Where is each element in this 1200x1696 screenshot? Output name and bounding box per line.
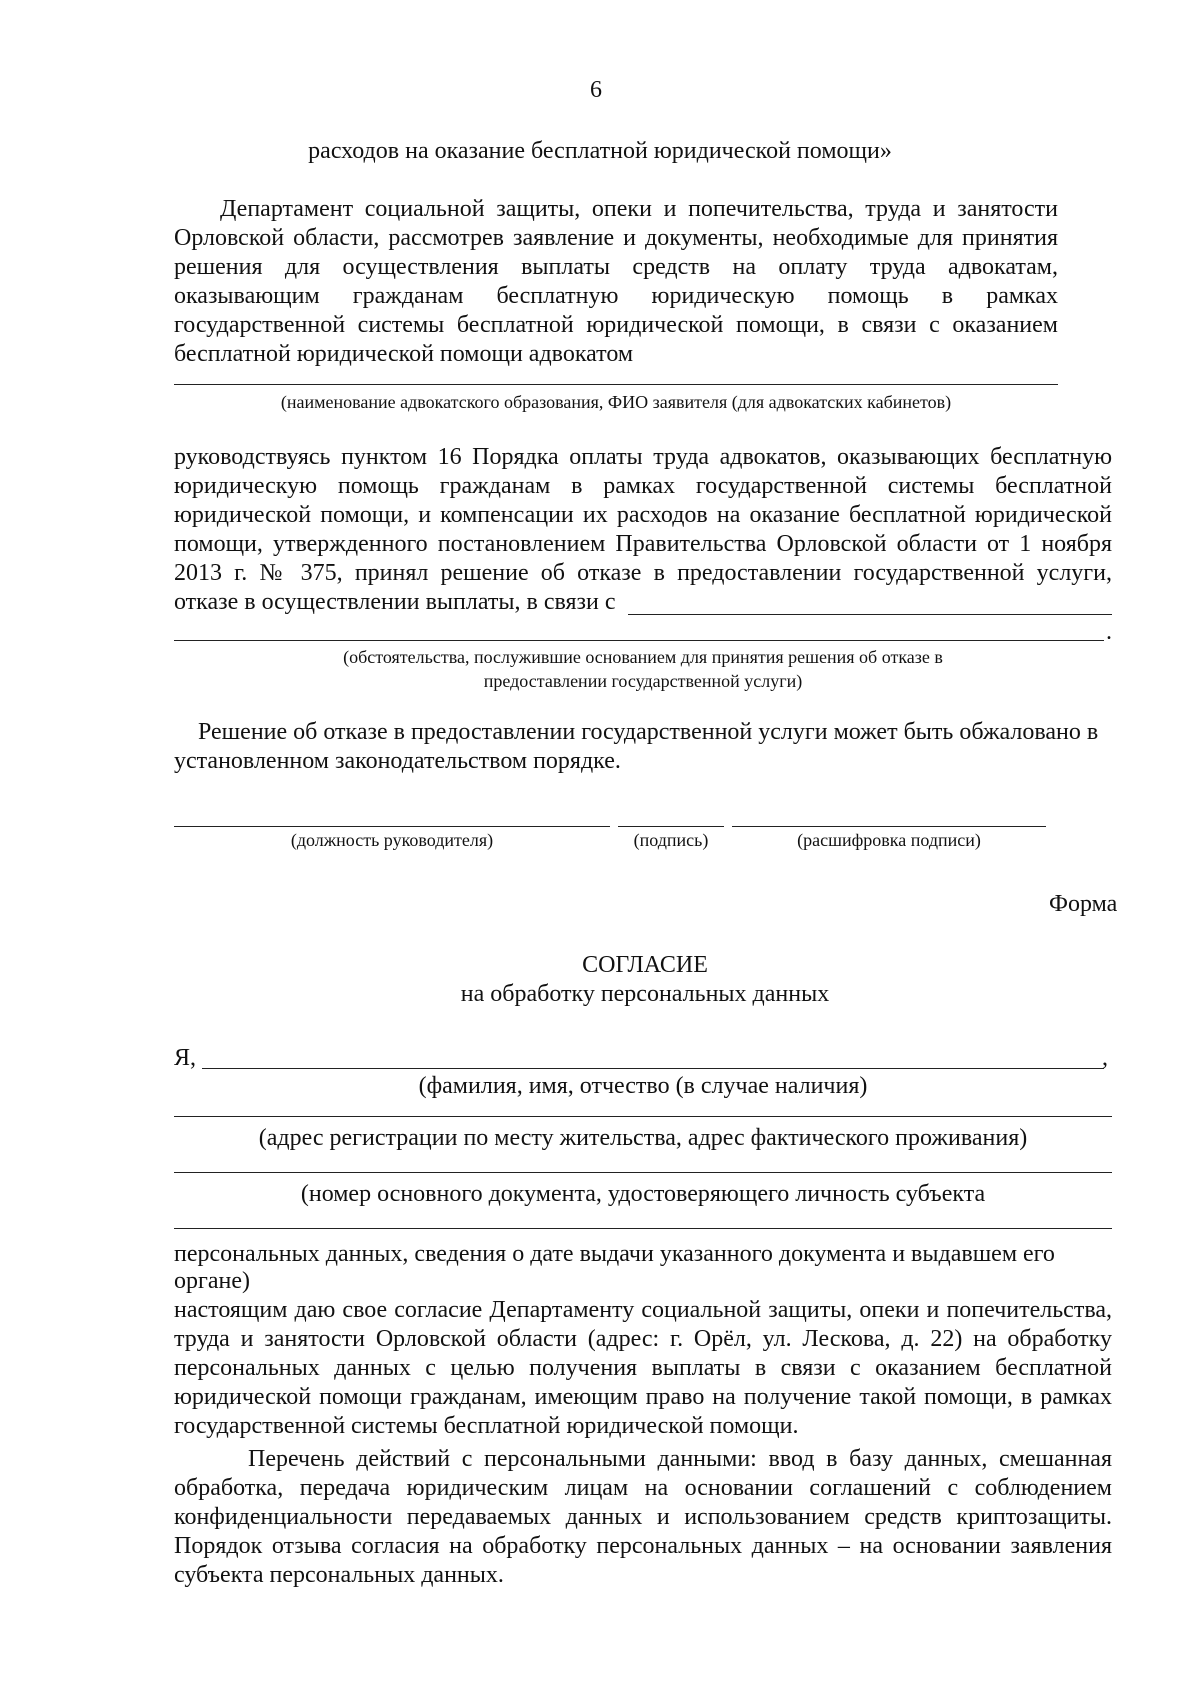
decision-intro-line-2: Орловской области, рассмотрев заявление и документы, необходимые для принятия	[174, 225, 1058, 251]
consent-title: СОГЛАСИЕ	[582, 952, 708, 978]
consent-actions-line-1: Перечень действий с персональными данными: ввод в базу данных, смешанная	[248, 1446, 1112, 1472]
consent-actions-line-4: Порядок отзыва согласия на обработку персональных данных – на основании заявления	[174, 1533, 1112, 1559]
decision-intro-line-6: бесплатной юридической помощи адвокатом	[174, 341, 634, 367]
basis-line-5: 2013 г. № 375, принял решение об отказе в предоставлении государственной услуги,	[174, 560, 1112, 586]
reason-field-line-1	[628, 614, 1112, 615]
fio-caption: (фамилия, имя, отчество (в случае наличия)	[418, 1073, 868, 1099]
reason-caption-line-2: предоставлении государственной услуги)	[483, 671, 803, 691]
address-field-line	[174, 1116, 1112, 1117]
consent-body-line-2: труда и занятости Орловской области (адрес: г. Орёл, ул. Лескова, д. 22) на обработку	[174, 1326, 1112, 1352]
position-caption: (должность руководителя)	[290, 830, 494, 850]
signature-caption: (подпись)	[633, 830, 709, 850]
basis-line-3: юридической помощи, и компенсации их расходов на оказание бесплатной юридической	[174, 502, 1112, 528]
fio-field-comma: ,	[1102, 1045, 1108, 1071]
appeal-line-1: Решение об отказе в предоставлении государственной услуги может быть обжаловано в	[198, 719, 1099, 745]
appeal-line-2: установленном законодательством порядке.	[174, 748, 621, 774]
consent-actions-line-2: обработка, передача юридическим лицам на основании соглашений с соблюдением	[174, 1475, 1112, 1501]
consent-body-last-line: государственной системы бесплатной юридической помощи.	[174, 1413, 799, 1439]
document-caption-cont-1: персональных данных, сведения о дате выдачи указанного документа и выдавшем его	[174, 1241, 1055, 1267]
consent-actions-line-3: конфиденциальности передаваемых данных и использованием средств криптозащиты.	[174, 1504, 1112, 1530]
lawyer-name-field-line	[174, 384, 1058, 385]
consent-i-label: Я,	[174, 1045, 197, 1071]
basis-line-4: помощи, утвержденного постановлением Правительства Орловской области от 1 ноября	[174, 531, 1112, 557]
document-details-field-line	[174, 1228, 1112, 1229]
basis-line-1: руководствуясь пунктом 16 Порядка оплаты труда адвокатов, оказывающих бесплатную	[174, 444, 1112, 470]
document-caption-cont-2: органе)	[174, 1268, 250, 1294]
header-continuation: расходов на оказание бесплатной юридической помощи»	[308, 138, 892, 164]
page-number: 6	[590, 77, 602, 103]
signature-decoding-field-line	[732, 826, 1046, 827]
reason-end-period: .	[1106, 619, 1112, 645]
consent-actions-last-line: субъекта персональных данных.	[174, 1562, 504, 1588]
signature-field-line	[618, 826, 724, 827]
decision-intro-line-1: Департамент социальной защиты, опеки и попечительства, труда и занятости	[220, 196, 1058, 222]
lawyer-name-caption: (наименование адвокатского образования, ФИО заявителя (для адвокатских кабинетов)	[280, 392, 952, 412]
decision-intro-line-3: решения для осуществления выплаты средств на оплату труда адвокатам,	[174, 254, 1058, 280]
basis-last-line: отказе в осуществлении выплаты, в связи с	[174, 589, 616, 615]
basis-line-2: юридическую помощь гражданам в рамках государственной системы бесплатной	[174, 473, 1112, 499]
signature-decoding-caption: (расшифровка подписи)	[797, 830, 981, 850]
consent-body-line-1: настоящим даю свое согласие Департаменту социальной защиты, опеки и попечительства,	[174, 1297, 1112, 1323]
address-caption: (адрес регистрации по месту жительства, адрес фактического проживания)	[258, 1125, 1028, 1151]
reason-field-line-2	[174, 640, 1104, 641]
form-label: Форма	[1049, 891, 1118, 917]
position-field-line	[174, 826, 610, 827]
fio-field-line	[202, 1068, 1104, 1069]
document-caption: (номер основного документа, удостоверяющего личность субъекта	[300, 1181, 986, 1207]
document-field-line	[174, 1172, 1112, 1173]
decision-intro-line-4: оказывающим гражданам бесплатную юридическую помощь в рамках	[174, 283, 1058, 309]
decision-intro-line-5: государственной системы бесплатной юридической помощи, в связи с оказанием	[174, 312, 1058, 338]
consent-body-line-3: персональных данных с целью получения выплаты в связи с оказанием бесплатной	[174, 1355, 1112, 1381]
reason-caption-line-1: (обстоятельства, послужившие основанием для принятия решения об отказе в	[343, 647, 943, 667]
consent-subtitle: на обработку персональных данных	[460, 981, 830, 1007]
consent-body-line-4: юридической помощи гражданам, имеющим право на получение такой помощи, в рамках	[174, 1384, 1112, 1410]
